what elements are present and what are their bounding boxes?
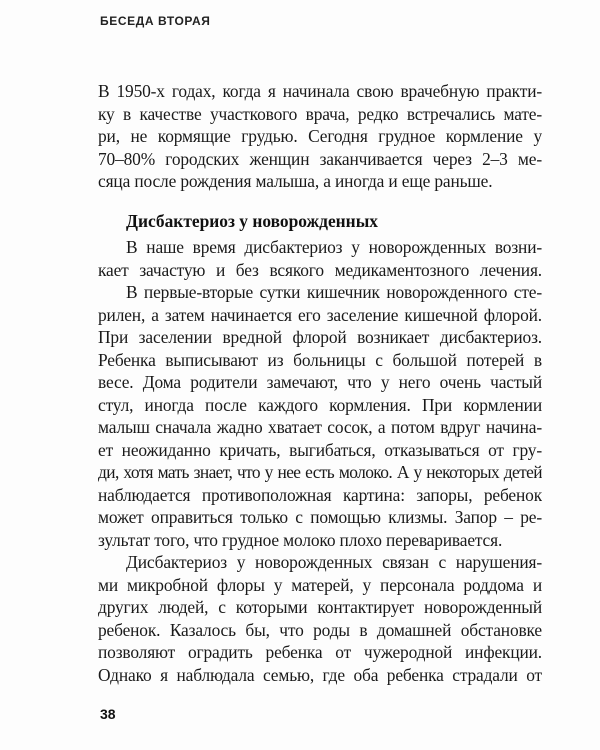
text-line: Дисбактериоз у новорожденных связан с нарушения- (126, 552, 542, 572)
text-line: весе. Дома родители замечают, что у него очень частый (98, 372, 542, 392)
text-line: ку в качестве участкового врача, редко встречались мате- (98, 103, 542, 124)
text-line: При заселении вредной флорой возникает дисбактериоз. (98, 327, 542, 347)
text-line: рилен, а затем начинается его заселение кишечной флорой. (98, 304, 542, 325)
running-head: БЕСЕДА ВТОРАЯ (100, 14, 211, 28)
text-line: В наше время дисбактериоз у новорожденных возни- (126, 237, 542, 257)
page-number: 38 (100, 706, 116, 722)
text-line: В 1950-х годах, когда я начинала свою врачебную практи- (98, 81, 542, 101)
section-heading: Дисбактериоз у новорожденных (126, 211, 378, 231)
text-line: Однако я наблюдала семью, где оба ребенка страдали от (98, 664, 542, 685)
text-line: наблюдается противоположная картина: запоры, ребенок (98, 484, 542, 505)
text-line: ет неожиданно кричать, выгибаться, отказываться от гру- (98, 439, 542, 460)
text-line: других людей, с которыми контактирует новорожденный (98, 597, 542, 617)
text-line: зультат того, что грудное молоко плохо переваривается. (98, 529, 503, 550)
text-line: ми микробной флоры у матерей, у персонала роддома и (98, 574, 542, 595)
text-line: 70–80% городских женщин заканчивается через 2–3 ме- (98, 148, 542, 169)
text-line: кает зачастую и без всякого медикаментозного лечения. (98, 259, 542, 280)
text-line: ди, хотя мать знает, что у нее есть молоко. А у некоторых детей (98, 462, 542, 482)
text-line: малыш сначала жадно хватает сосок, а потом вдруг начина- (98, 417, 542, 437)
section-body (98, 236, 542, 686)
text-line: ри, не кормящие грудью. Сегодня грудное кормление у (98, 126, 542, 146)
text-line: ребенок. Казалось бы, что роды в домашней обстановке (98, 619, 542, 640)
text-line: Ребенка выписывают из больницы с большой потерей в (98, 349, 542, 370)
text-line: сяца после рождения малыша, а иногда и еще раньше. (98, 171, 493, 191)
text-line: позволяют оградить ребенка от чужеродной инфекции. (98, 642, 542, 662)
intro-paragraph (98, 80, 542, 193)
text-line: стул, иногда после каждого кормления. При кормлении (98, 394, 542, 415)
text-line: может оправиться только с помощью клизмы. Запор – ре- (98, 507, 542, 527)
text-line: В первые-вторые сутки кишечник новорожденного сте- (126, 282, 542, 302)
